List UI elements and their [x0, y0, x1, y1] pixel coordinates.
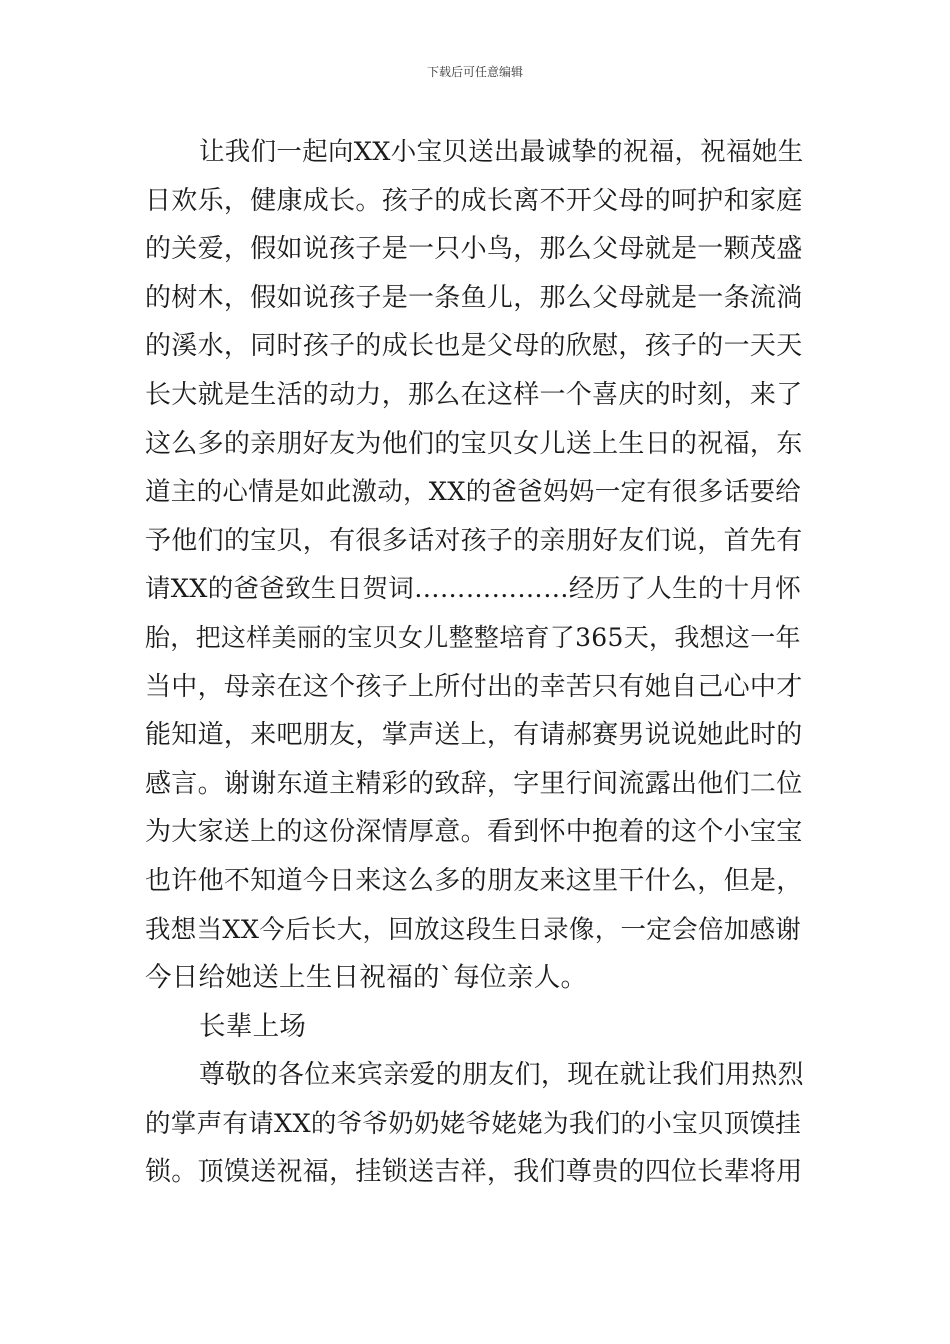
paragraph-line: 尊敬的各位来宾亲爱的朋友们，现在就让我们用热烈	[199, 1060, 804, 1091]
paragraph-line: 能知道，来吧朋友，掌声送上，有请郝赛男说说她此时的	[145, 720, 803, 751]
paragraph-line: 我想当XX今后长大，回放这段生日录像，一定会倍加感谢	[145, 914, 802, 945]
paragraph-line: 今日给她送上生日祝福的`每位亲人。	[145, 962, 588, 994]
paragraph-line: 的掌声有请XX的爷爷奶奶姥爷姥姥为我们的小宝贝顶馍挂	[145, 1108, 802, 1139]
paragraph-line: 也许他不知道今日来这么多的朋友来这里干什么，但是，	[145, 865, 803, 896]
paragraph-line: 的关爱，假如说孩子是一只小鸟，那么父母就是一颗茂盛	[145, 234, 803, 265]
paragraph-line: 感言。谢谢东道主精彩的致辞，字里行间流露出他们二位	[145, 768, 803, 799]
paragraph-line: 为大家送上的这份深情厚意。看到怀中抱着的这个小宝宝	[145, 817, 803, 848]
section-heading: 长辈上场	[199, 1010, 307, 1042]
page-header: 下载后可任意编辑	[426, 65, 523, 79]
paragraph-line: 的树木，假如说孩子是一条鱼儿，那么父母就是一条流淌	[145, 282, 803, 313]
paragraph-line: 道主的心情是如此激动，XX的爸爸妈妈一定有很多话要给	[145, 477, 802, 508]
paragraph-line: 让我们一起向XX小宝贝送出最诚挚的祝福，祝福她生	[199, 137, 804, 167]
paragraph-line: 予他们的宝贝，有很多话对孩子的亲朋好友们说，首先有	[145, 525, 803, 556]
paragraph-line: 的溪水，同时孩子的成长也是父母的欣慰，孩子的一天天	[145, 331, 803, 362]
paragraph-line: 当中，母亲在这个孩子上所付出的幸苦只有她自己心中才	[145, 671, 803, 702]
document-body	[145, 128, 807, 1197]
paragraph-line: 长大就是生活的动力，那么在这样一个喜庆的时刻，来了	[145, 379, 803, 410]
paragraph-line: 请XX的爸爸致生日贺词………………经历了人生的十月怀	[145, 574, 802, 605]
paragraph-line: 锁。顶馍送祝福，挂锁送吉祥，我们尊贵的四位长辈将用	[145, 1157, 803, 1188]
paragraph-line: 日欢乐，健康成长。孩子的成长离不开父母的呵护和家庭	[145, 185, 803, 216]
paragraph-line: 胎，把这样美丽的宝贝女儿整整培育了365天，我想这一年	[145, 622, 801, 652]
paragraph-line: 这么多的亲朋好友为他们的宝贝女儿送上生日的祝福，东	[145, 428, 803, 459]
